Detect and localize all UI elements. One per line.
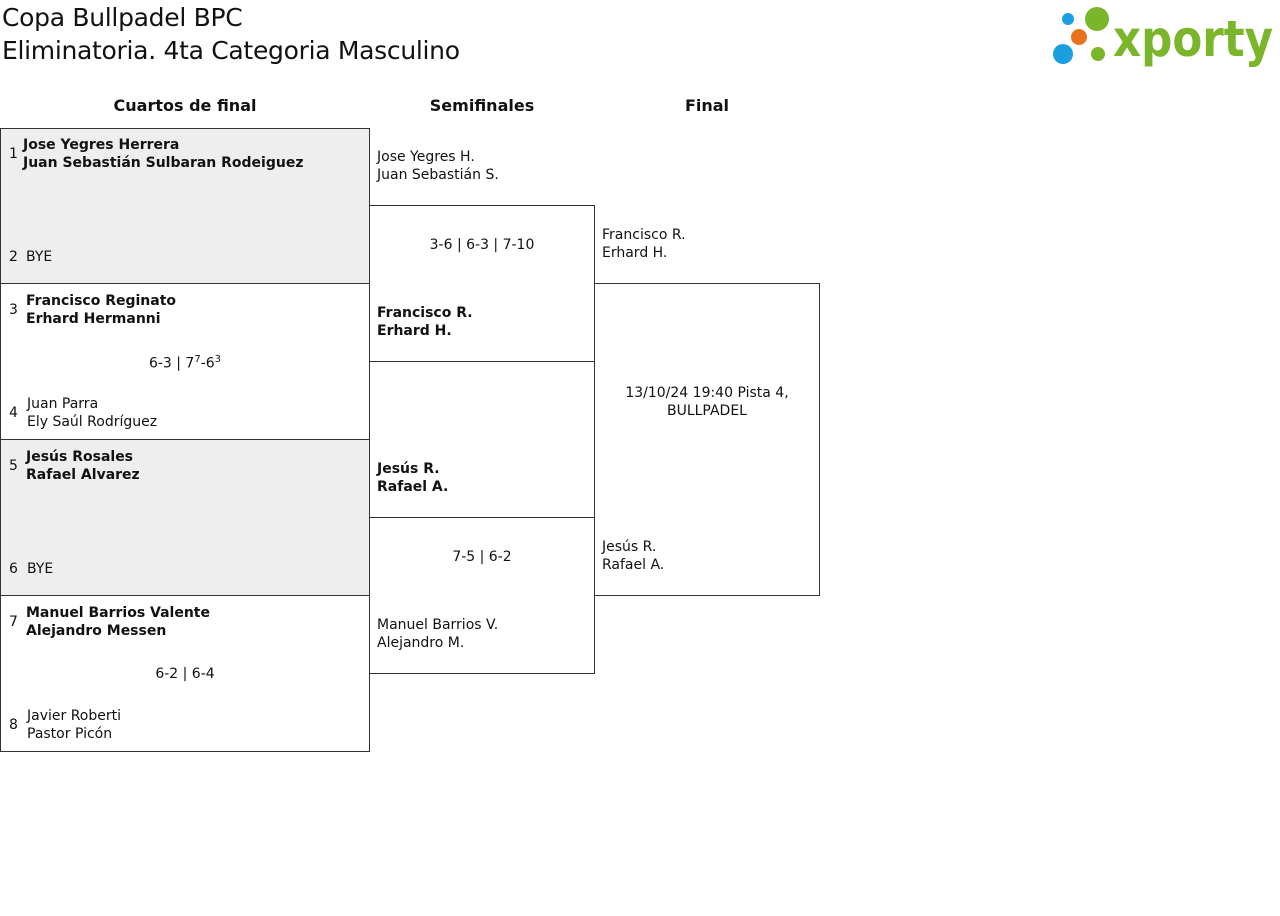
- seed-number: 4: [9, 405, 18, 421]
- player-name: Rafael Alvarez: [26, 467, 140, 483]
- round-header-quarterfinals: Cuartos de final: [113, 96, 257, 115]
- seed-number: 2: [9, 249, 18, 265]
- player-name: Manuel Barrios Valente: [26, 605, 210, 621]
- player-name: Rafael A.: [602, 557, 665, 573]
- player-name: Erhard Hermanni: [26, 311, 161, 327]
- seed-number: 6: [9, 561, 18, 577]
- player-name: Erhard H.: [377, 323, 452, 339]
- bracket-subtitle: Eliminatoria. 4ta Categoria Masculino: [2, 36, 460, 65]
- player-name: Jose Yegres H.: [377, 149, 475, 165]
- player-name: Francisco R.: [377, 305, 473, 321]
- xporty-logo: [1050, 4, 1276, 68]
- qf-match-2: [0, 283, 370, 440]
- match-info: 13/10/24 19:40 Pista 4, BULLPADEL: [625, 385, 789, 419]
- match-score: 6-3 | $7^7-6^3$: [148, 354, 222, 372]
- player-name: Francisco R.: [602, 227, 686, 243]
- final-match: [594, 283, 820, 596]
- tournament-title: Copa Bullpadel BPC: [2, 3, 243, 32]
- player-name: Alejandro M.: [377, 635, 465, 651]
- player-name: Juan Sebastián S.: [377, 167, 499, 183]
- match-score: 3-6 | 6-3 | 7-10: [429, 237, 535, 253]
- bye-label: BYE: [27, 561, 54, 577]
- match-score: 6-2 | 6-4: [155, 666, 215, 682]
- player-name: Jesús Rosales: [26, 449, 134, 465]
- player-name: Ely Saúl Rodríguez: [27, 414, 158, 430]
- round-header-final: Final: [684, 96, 730, 115]
- player-name: Manuel Barrios V.: [377, 617, 499, 633]
- player-name: Francisco Reginato: [26, 293, 177, 309]
- round-header-semifinals: Semifinales: [429, 96, 535, 115]
- player-name: Juan Sebastián Sulbaran Rodeiguez: [23, 155, 304, 171]
- player-name: Javier Roberti: [27, 708, 122, 724]
- qf-match-3: [0, 439, 370, 596]
- seed-number: 1: [9, 146, 18, 162]
- sf-match-1: [369, 205, 595, 362]
- seed-number: 5: [9, 458, 18, 474]
- player-name: Rafael A.: [377, 479, 449, 495]
- player-name: Juan Parra: [27, 396, 99, 412]
- qf-match-4: [0, 595, 370, 752]
- player-name: Jesús R.: [377, 461, 440, 477]
- player-name: Jesús R.: [602, 539, 657, 555]
- match-score: 7-5 | 6-2: [452, 549, 512, 565]
- player-name: Pastor Picón: [27, 726, 113, 742]
- player-name: Jose Yegres Herrera: [23, 137, 180, 153]
- svg-text:xporty: xporty: [1113, 10, 1273, 68]
- seed-number: 8: [9, 717, 18, 733]
- seed-number: 3: [9, 302, 18, 318]
- sf-match-2: [369, 517, 595, 674]
- seed-number: 7: [9, 614, 18, 630]
- player-name: Alejandro Messen: [26, 623, 167, 639]
- player-name: Erhard H.: [602, 245, 668, 261]
- bye-label: BYE: [26, 249, 53, 265]
- qf-match-1: [0, 128, 370, 284]
